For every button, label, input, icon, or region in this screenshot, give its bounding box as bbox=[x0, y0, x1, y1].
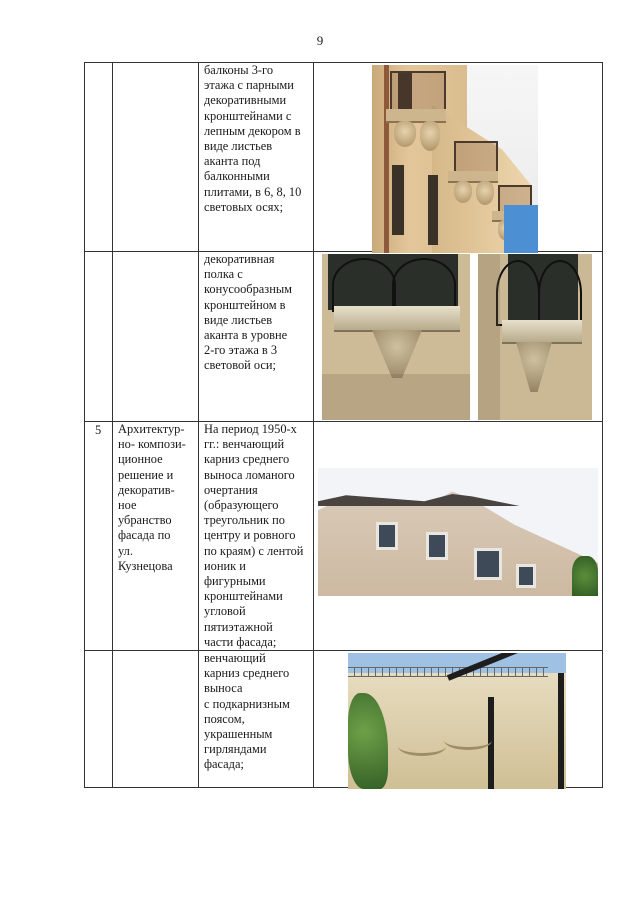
description-line: плитами, в 6, 8, 10 bbox=[204, 184, 302, 199]
description-line: световых осях; bbox=[204, 199, 284, 214]
description-line: кронштейном в bbox=[204, 297, 286, 312]
description-line: (образующего bbox=[204, 498, 279, 513]
description-line: фигурными bbox=[204, 574, 266, 589]
description-cell bbox=[199, 651, 314, 788]
description-line: виде листьев bbox=[204, 139, 273, 154]
cornice-photo bbox=[318, 468, 598, 596]
shelf-photo bbox=[478, 254, 592, 420]
element-name-cell bbox=[113, 63, 199, 252]
description-line: венчающий bbox=[204, 651, 266, 666]
element-name-line: Кузнецова bbox=[118, 558, 173, 573]
row-number-cell bbox=[85, 651, 113, 788]
element-name-line: ное bbox=[118, 498, 137, 513]
photo-cell bbox=[314, 651, 603, 788]
page-number: 9 bbox=[316, 33, 324, 48]
element-name-line: решение и bbox=[118, 467, 174, 482]
description-line: пятиэтажной bbox=[204, 619, 273, 634]
element-name-cell bbox=[113, 651, 199, 788]
element-name-line: декоратив- bbox=[118, 482, 175, 497]
description-line: полка с bbox=[204, 267, 243, 282]
row-number-cell bbox=[85, 252, 113, 422]
table-row bbox=[85, 422, 603, 651]
description-line: центру и ровного bbox=[204, 528, 296, 543]
garland-cornice-photo bbox=[348, 653, 566, 789]
description-line: световой оси; bbox=[204, 358, 276, 373]
photo-cell bbox=[314, 422, 603, 651]
description-line: карниз среднего bbox=[204, 666, 290, 681]
description-line: декоративная bbox=[204, 252, 275, 266]
description-line: выноса bbox=[204, 681, 243, 696]
balconies-photo bbox=[372, 65, 538, 253]
description-line: карниз среднего bbox=[204, 452, 290, 467]
description-line: этажа с парными bbox=[204, 78, 294, 93]
description-line: гирляндами bbox=[204, 742, 267, 757]
element-name-line: Архитектур- bbox=[118, 422, 185, 436]
element-name-line: ционное bbox=[118, 452, 163, 467]
description-line: части фасада; bbox=[204, 634, 277, 649]
row-number: 5 bbox=[95, 423, 102, 437]
description-line: выноса ломаного bbox=[204, 467, 295, 482]
row-number-cell bbox=[85, 422, 113, 651]
photo-cell bbox=[314, 63, 603, 252]
description-line: треугольник по bbox=[204, 513, 285, 528]
monument-elements-table bbox=[84, 62, 603, 788]
element-name-cell bbox=[113, 252, 199, 422]
shelf-photo bbox=[322, 254, 470, 420]
description-line: балконы 3-го bbox=[204, 63, 274, 77]
description-cell bbox=[199, 422, 314, 651]
description-line: аканта в уровне bbox=[204, 328, 288, 343]
photo-cell bbox=[314, 252, 603, 422]
description-line: декоративными bbox=[204, 93, 287, 108]
description-line: очертания bbox=[204, 482, 258, 497]
description-line: виде листьев bbox=[204, 312, 273, 327]
description-line: ионик и bbox=[204, 558, 246, 573]
description-line: украшенным bbox=[204, 727, 273, 742]
description-line: угловой bbox=[204, 604, 246, 619]
description-line: аканта под bbox=[204, 154, 261, 169]
description-line: с подкарнизным bbox=[204, 696, 290, 711]
description-cell bbox=[199, 252, 314, 422]
table-row bbox=[85, 63, 603, 252]
description-line: поясом, bbox=[204, 711, 245, 726]
element-name-line: фасада по bbox=[118, 528, 171, 543]
description-line: 2-го этажа в 3 bbox=[204, 343, 278, 358]
description-line: конусообразным bbox=[204, 282, 292, 297]
description-line: балконными bbox=[204, 169, 270, 184]
description-line: гг.: венчающий bbox=[204, 437, 285, 452]
description-line: лепным декором в bbox=[204, 123, 301, 138]
row-number-cell bbox=[85, 63, 113, 252]
description-cell bbox=[199, 63, 314, 252]
description-line: кронштейнами bbox=[204, 589, 283, 604]
description-line: фасада; bbox=[204, 757, 244, 772]
description-line: На период 1950-х bbox=[204, 422, 297, 436]
table-row bbox=[85, 651, 603, 788]
description-line: по краям) с лентой bbox=[204, 543, 304, 558]
element-name-cell bbox=[113, 422, 199, 651]
table-row bbox=[85, 252, 603, 422]
element-name-line: ул. bbox=[118, 543, 133, 558]
element-name-line: но- компози- bbox=[118, 437, 186, 452]
element-name-line: убранство bbox=[118, 513, 172, 528]
description-line: кронштейнами с bbox=[204, 108, 292, 123]
